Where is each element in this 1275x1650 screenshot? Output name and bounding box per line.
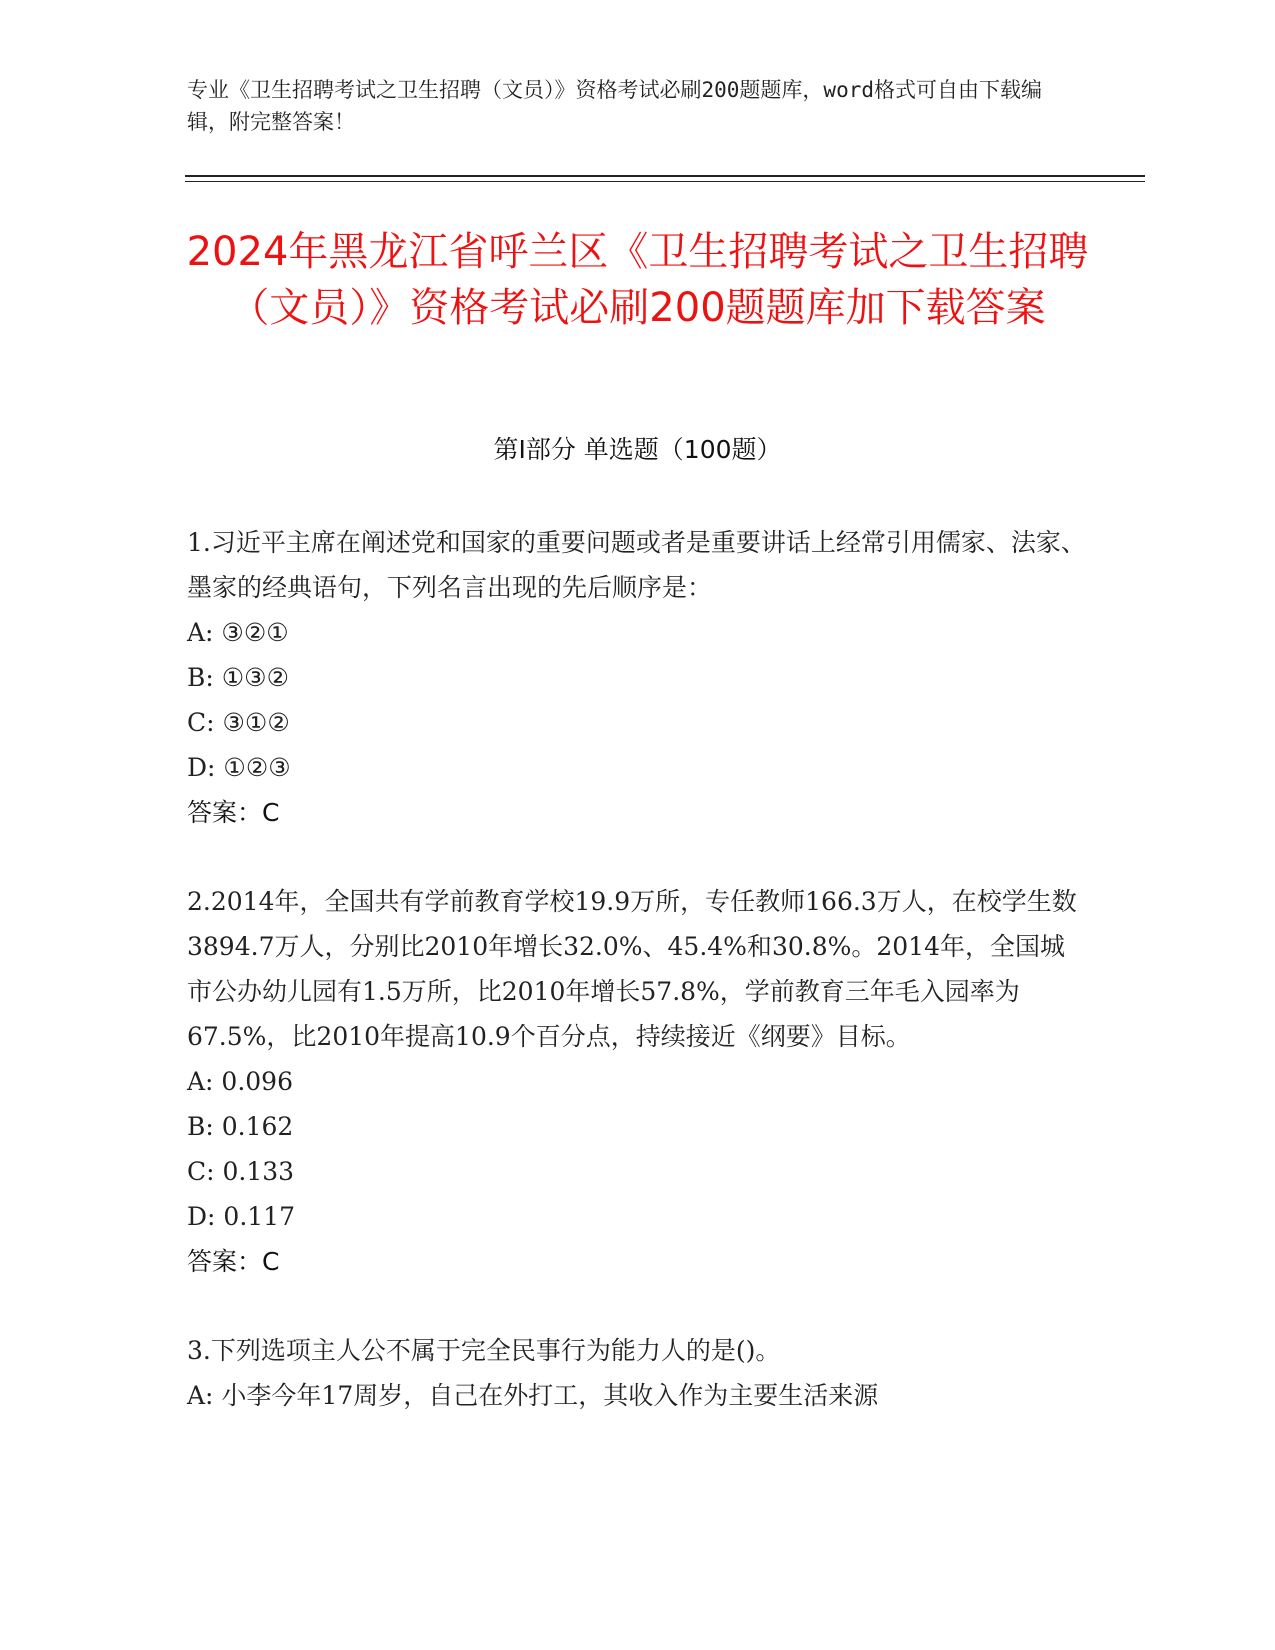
option-a: A: 小李今年17周岁，自己在外打工，其收入作为主要生活来源 <box>187 1381 879 1410</box>
document-title: 2024年黑龙江省呼兰区《卫生招聘考试之卫生招聘（文员）》资格考试必刷200题题库加下载答案 <box>186 229 1089 331</box>
section-heading: 第I部分 单选题（100题） <box>493 435 782 464</box>
header-divider-thin <box>185 181 1145 182</box>
answer-line: 答案：C <box>187 1247 280 1276</box>
option-d: D: ①②③ <box>187 753 291 782</box>
header-note: 专业《卫生招聘考试之卫生招聘（文员）》资格考试必刷200题题库，word格式可自由下载编辑，附完整答案！ <box>187 78 1042 134</box>
option-b: B: ①③② <box>187 663 289 692</box>
question-item <box>187 1328 1087 1418</box>
question-item <box>187 879 1087 1284</box>
option-a: A: 0.096 <box>187 1067 293 1096</box>
question-stem: 3.下列选项主人公不属于完全民事行为能力人的是()。 <box>187 1336 781 1365</box>
question-item <box>187 520 1087 835</box>
question-stem: 2.2014年，全国共有学前教育学校19.9万所，专任教师166.3万人，在校学生数3894.7万人，分别比2010年增长32.0%、45.4%和30.8%。2014年，全国城市公办幼儿园有1.5万所，比2010年增长57.8%，学前教育三年毛入园率为67.5%，比2010年提高10.9个百分点，持续接近《纲要》目标。 <box>187 887 1077 1051</box>
option-d: D: 0.117 <box>187 1202 295 1231</box>
option-a: A: ③②① <box>187 618 289 647</box>
answer-line: 答案：C <box>187 798 280 827</box>
option-c: C: ③①② <box>187 708 290 737</box>
question-stem: 1.习近平主席在阐述党和国家的重要问题或者是重要讲话上经常引用儒家、法家、墨家的经典语句，下列名言出现的先后顺序是： <box>187 528 1086 602</box>
question-list <box>187 520 1087 1462</box>
header-divider <box>185 175 1145 177</box>
option-b: B: 0.162 <box>187 1112 294 1141</box>
option-c: C: 0.133 <box>187 1157 295 1186</box>
